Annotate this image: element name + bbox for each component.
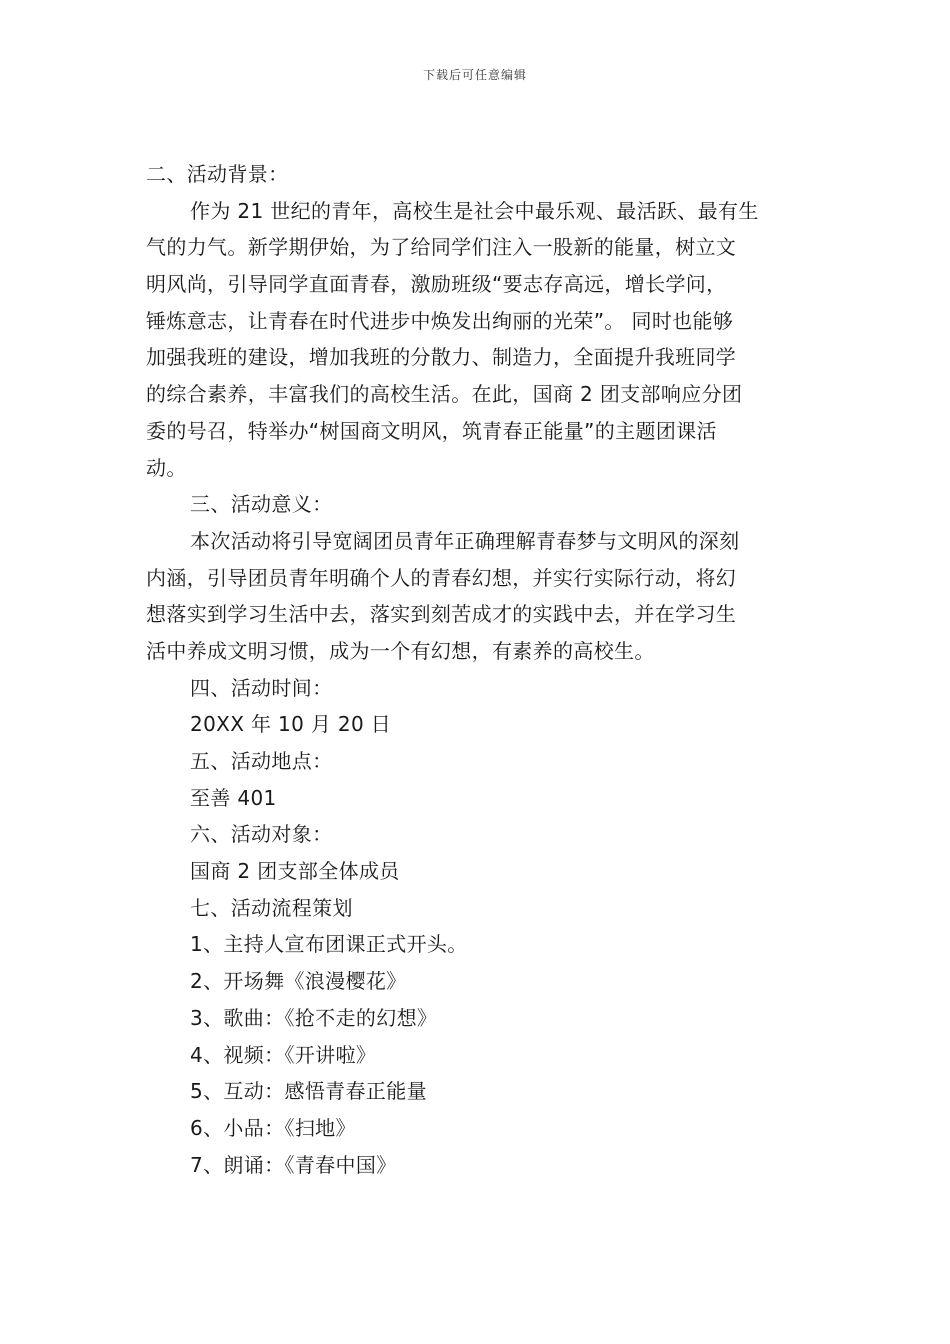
text-line: 七、活动流程策划 <box>190 895 353 920</box>
text-line: 4、视频：《开讲啦》 <box>190 1042 377 1067</box>
text-line: 国商 2 团支部全体成员 <box>190 859 400 884</box>
text-line: 的综合素养，丰富我们的高校生活。在此，国商 2 团支部响应分团 <box>146 382 743 407</box>
text-line: 委的号召，特举办“树国商文明风，筑青春正能量”的主题团课活 <box>146 418 717 443</box>
text-line: 加强我班的建设，增加我班的分散力、制造力，全面提升我班同学 <box>146 345 737 370</box>
text-line: 动。 <box>146 455 187 480</box>
text-line: 四、活动时间： <box>190 675 333 700</box>
header-note: 下载后可任意编辑 <box>422 68 527 82</box>
text-line: 想落实到学习生活中去，落实到刻苦成才的实践中去，并在学习生 <box>146 602 737 627</box>
text-line: 二、活动背景： <box>146 162 289 186</box>
text-line: 三、活动意义： <box>190 492 333 517</box>
text-line: 6、小品：《扫地》 <box>190 1115 356 1140</box>
text-line: 2、开场舞《浪漫樱花》 <box>190 969 407 994</box>
text-line: 明风尚，引导同学直面青春，激励班级“要志存高远，增长学问， <box>146 272 727 297</box>
text-line: 活中养成文明习惯，成为一个有幻想，有素养的高校生。 <box>146 638 655 663</box>
text-line: 1、主持人宣布团课正式开头。 <box>190 932 468 957</box>
text-line: 锤炼意志，让青春在时代进步中焕发出绚丽的光荣”。 同时也能够 <box>146 308 734 333</box>
text-line: 5、互动：感悟青春正能量 <box>190 1079 427 1104</box>
text-line: 3、歌曲：《抢不走的幻想》 <box>190 1005 438 1030</box>
text-line: 内涵，引导团员青年明确个人的青春幻想，并实行实际行动，将幻 <box>146 565 737 590</box>
text-line: 至善 401 <box>190 785 277 810</box>
text-line: 五、活动地点： <box>190 749 333 773</box>
text-line: 作为 21 世纪的青年，高校生是社会中最乐观、最活跃、最有生 <box>190 198 759 223</box>
text-line: 气的力气。新学期伊始，为了给同学们注入一股新的能量，树立文 <box>146 235 737 260</box>
document-body <box>146 156 810 1183</box>
text-line: 本次活动将引导宽阔团员青年正确理解青春梦与文明风的深刻 <box>190 528 740 553</box>
text-line: 六、活动对象： <box>190 822 333 847</box>
text-line: 7、朗诵：《青春中国》 <box>190 1152 397 1177</box>
text-line: 20XX 年 10 月 20 日 <box>190 712 392 737</box>
